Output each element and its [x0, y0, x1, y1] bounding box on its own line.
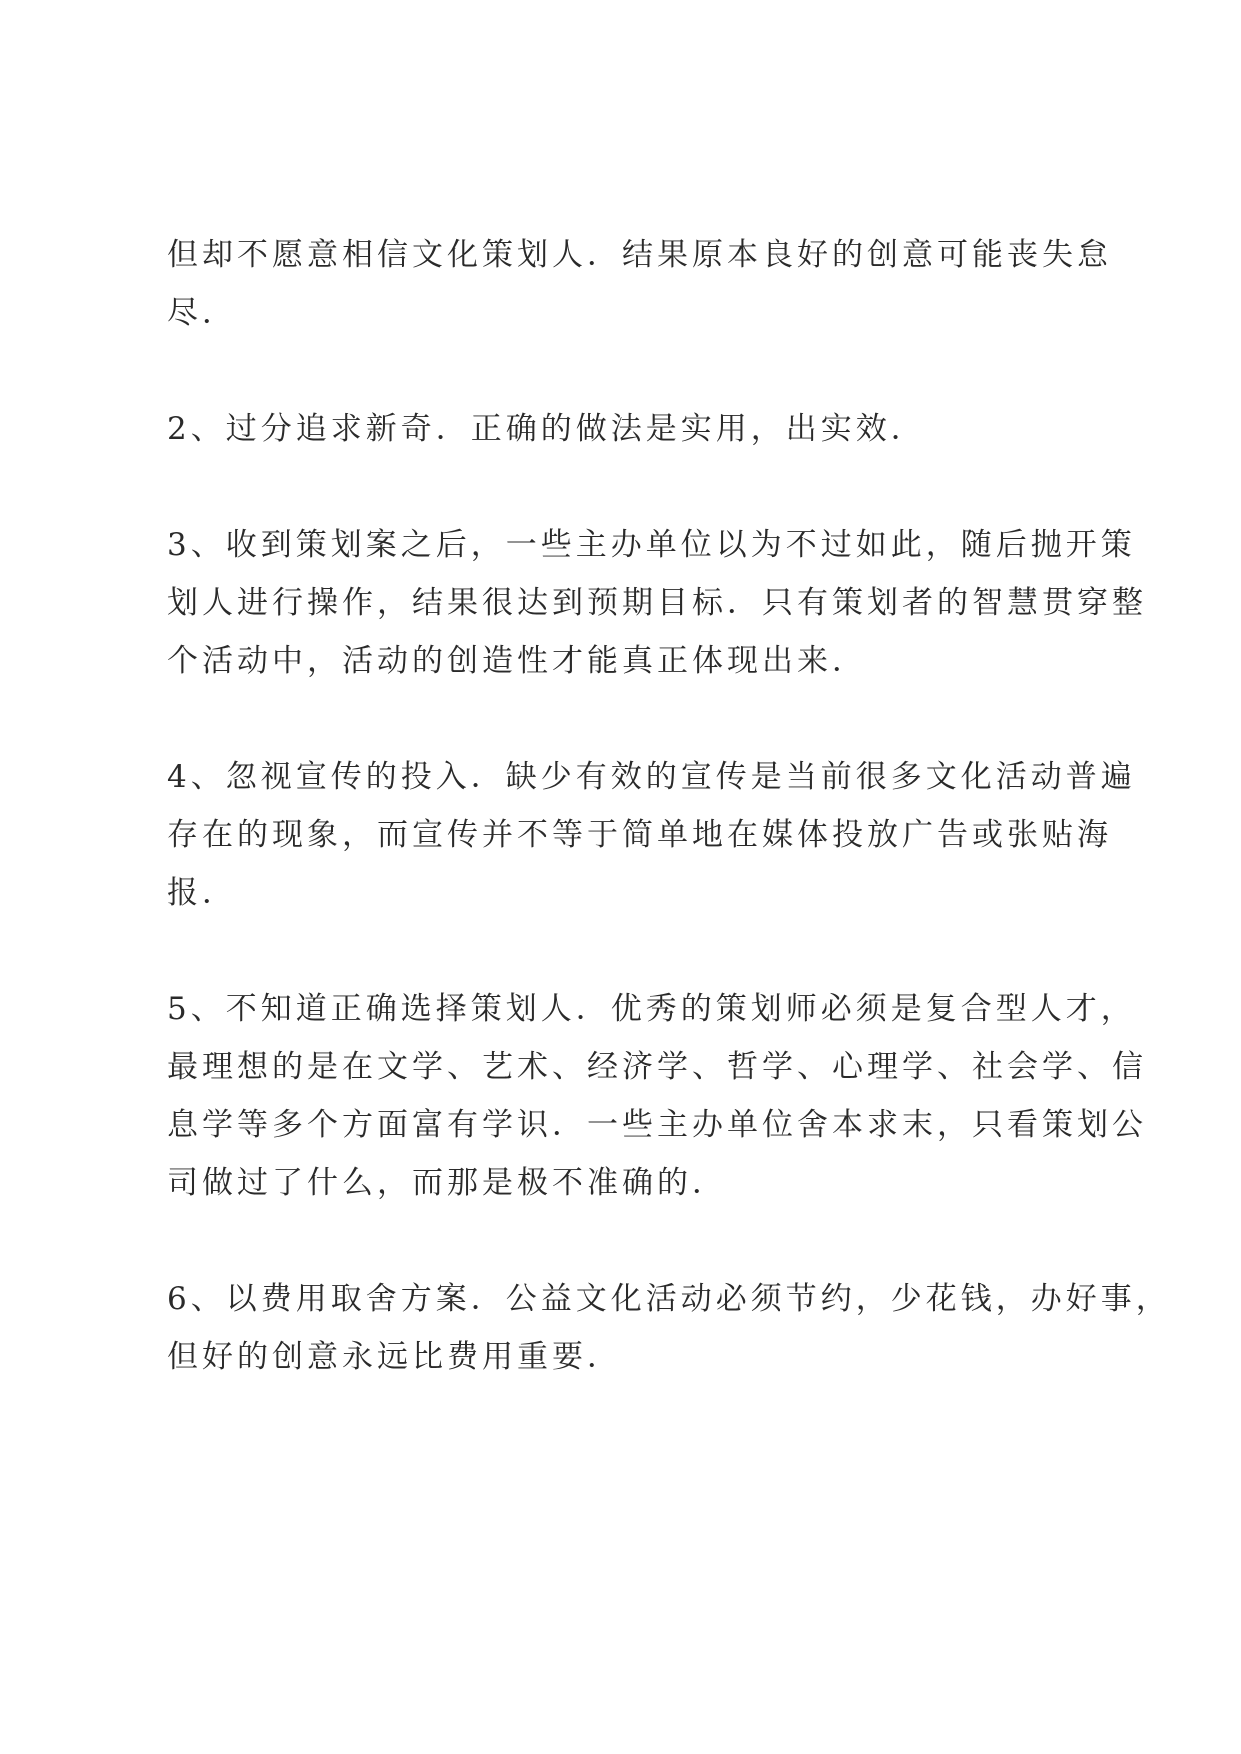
- text-line: 存在的现象，而宣传并不等于简单地在媒体投放广告或张贴海: [167, 817, 1112, 853]
- text-line: 但好的创意永远比费用重要．: [167, 1339, 622, 1375]
- text-line: 报．: [167, 875, 237, 911]
- text-line: 个活动中，活动的创造性才能真正体现出来．: [167, 643, 867, 679]
- text-line: 3、收到策划案之后，一些主办单位以为不过如此，随后抛开策: [167, 527, 1136, 563]
- text-line: 但却不愿意相信文化策划人．结果原本良好的创意可能丧失怠: [167, 237, 1112, 273]
- paragraph-item-6: [167, 1270, 1171, 1386]
- paragraph-item-3: [167, 516, 1147, 690]
- text-line: 司做过了什么，而那是极不准确的．: [167, 1165, 727, 1201]
- paragraph-continuation: [167, 226, 1112, 342]
- text-line: 5、不知道正确选择策划人．优秀的策划师必须是复合型人才，: [167, 991, 1136, 1027]
- text-line: 息学等多个方面富有学识．一些主办单位舍本求末，只看策划公: [167, 1107, 1147, 1143]
- paragraph-item-4: [167, 748, 1136, 922]
- text-line: 6、以费用取舍方案．公益文化活动必须节约，少花钱，办好事，: [167, 1281, 1171, 1317]
- text-line: 2、过分追求新奇．正确的做法是实用，出实效．: [167, 411, 926, 447]
- paragraph-item-5: [167, 980, 1147, 1212]
- text-line: 划人进行操作，结果很达到预期目标．只有策划者的智慧贯穿整: [167, 585, 1147, 621]
- paragraph-item-2: [167, 400, 1087, 458]
- text-line: 最理想的是在文学、艺术、经济学、哲学、心理学、社会学、信: [167, 1049, 1147, 1085]
- text-line: 尽．: [167, 295, 237, 331]
- document-body: [167, 226, 1171, 1444]
- text-line: 4、忽视宣传的投入．缺少有效的宣传是当前很多文化活动普遍: [167, 759, 1136, 795]
